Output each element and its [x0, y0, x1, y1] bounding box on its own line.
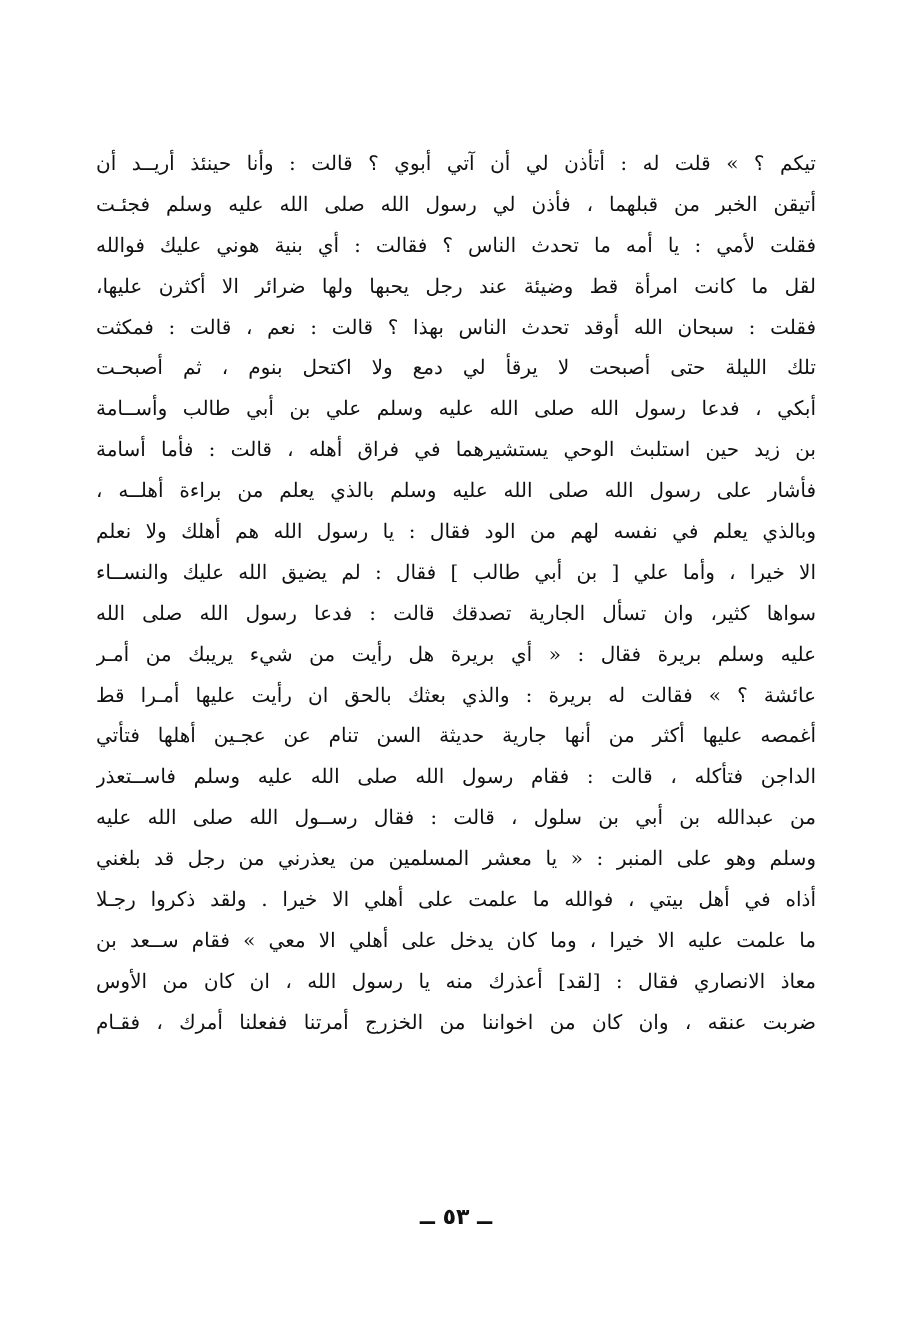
- text-line: أذاه في أهل بيتي ، فوالله ما علمت على أهلي الا خيرا . ولقد ذكروا رجـلا: [96, 887, 816, 912]
- text-line: فقلت لأمي : يا أمه ما تحدث الناس ؟ فقالت : أي بنية هوني عليك فوالله: [96, 232, 816, 257]
- text-line: تيكم ؟ » قلت له : أتأذن لي أن آتي أبوي ؟ قالت : وأنا حينئذ أريــد أن: [96, 151, 816, 175]
- text-line: الا خيرا ، وأما علي [ بن أبي طالب ] فقال : لم يضيق الله عليك والنســاء: [96, 559, 816, 584]
- text-line: سواها كثير، وان تسأل الجارية تصدقك قالت : فدعا رسول الله صلى الله: [96, 600, 816, 625]
- text-line: الداجن فتأكله ، قالت : فقام رسول الله صلى الله عليه وسلم فاســتعذر: [96, 764, 816, 789]
- text-line: من عبدالله بن أبي بن سلول ، قالت : فقال رســول الله صلى الله عليه: [96, 805, 816, 830]
- text-line: فقلت : سبحان الله أوقد تحدث الناس بهذا ؟ قالت : نعم ، قالت : فمكثت: [96, 314, 816, 339]
- text-line: ضربت عنقه ، وان كان من اخواننا من الخزرج أمرتنا ففعلنا أمرك ، فقـام: [96, 1009, 816, 1034]
- text-line: تلك الليلة حتى أصبحت لا يرقأ لي دمع ولا اكتحل بنوم ، ثم أصبحـت: [96, 355, 816, 380]
- text-line: أتيقن الخبر من قبلهما ، فأذن لي رسول الله صلى الله عليه وسلم فجئـت: [96, 191, 816, 216]
- text-line: أغمصه عليها أكثر من أنها جارية حديثة السن تنام عن عجـين أهلها فتأتي: [96, 723, 816, 748]
- text-line: معاذ الانصاري فقال : [لقد] أعذرك منه يا رسول الله ، ان كان من الأوس: [96, 968, 816, 993]
- text-line: عائشة ؟ » فقالت له بريرة : والذي بعثك بالحق ان رأيت عليها أمـرا قط: [96, 682, 816, 707]
- text-line: أبكي ، فدعا رسول الله صلى الله عليه وسلم علي بن أبي طالب وأســامة: [96, 396, 816, 421]
- body-text: [96, 143, 816, 1043]
- page-number: ــ ٥٣ ــ: [419, 1205, 493, 1230]
- text-line: عليه وسلم بريرة فقال : « أي بريرة هل رأيت من شيء يريبك من أمـر: [96, 641, 816, 666]
- text-line: وبالذي يعلم في نفسه لهم من الود فقال : يا رسول الله هم أهلك ولا نعلم: [96, 519, 816, 544]
- text-line: وسلم وهو على المنبر : « يا معشر المسلمين من يعذرني من رجل قد بلغني: [96, 846, 816, 871]
- text-line: بن زيد حين استلبث الوحي يستشيرهما في فراق أهله ، قالت : فأما أسامة: [96, 437, 816, 462]
- text-line: ما علمت عليه الا خيرا ، وما كان يدخل على أهلي الا معي » فقام ســعد بن: [96, 927, 816, 952]
- text-line: لقل ما كانت امرأة قط وضيئة عند رجل يحبها ولها ضرائر الا أكثرن عليها،: [96, 273, 816, 298]
- text-line: فأشار على رسول الله صلى الله عليه وسلم بالذي يعلم من براءة أهلــه ،: [96, 478, 816, 503]
